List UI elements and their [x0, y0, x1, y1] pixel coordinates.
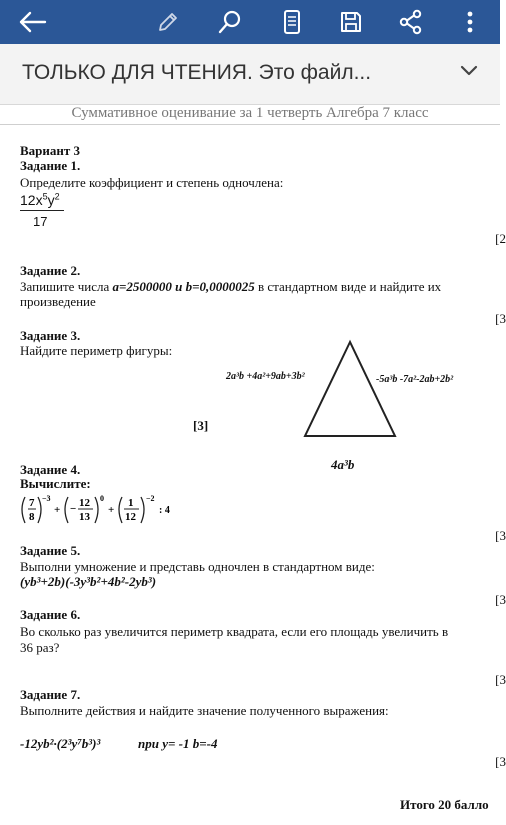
- task6-text-line1: Во сколько раз увеличится периметр квадрата, если его площадь увеличить в: [20, 624, 449, 639]
- read-only-label: ТОЛЬКО ДЛЯ ЧТЕНИЯ. Это файл...: [22, 61, 372, 84]
- task5-expression: (yb³+2b)(-3y³b²+4b²-2yb³): [20, 574, 157, 589]
- task7-expression: -12yb²·(2³y⁷b³)³: [20, 736, 101, 751]
- task2-heading: Задание 2.: [20, 263, 81, 278]
- task2-text: Запишите числа a=2500000 и b=0,0000025 в стандартном виде и найдите их: [20, 279, 442, 294]
- svg-text:+: +: [108, 504, 115, 516]
- svg-text:+: +: [54, 504, 61, 516]
- search-icon[interactable]: [212, 0, 248, 44]
- task6-score: [3: [495, 672, 506, 687]
- task4-score: [3: [495, 528, 506, 543]
- triangle-left-side-label: 2a³b +4a²+9ab+3b²: [226, 371, 305, 382]
- edit-pencil-icon[interactable]: [150, 0, 186, 44]
- svg-text:12: 12: [79, 497, 90, 509]
- task4-expression: [20, 492, 180, 528]
- svg-text:13: 13: [79, 511, 90, 523]
- svg-text:0: 0: [100, 494, 104, 503]
- task5-heading: Задание 5.: [20, 543, 81, 558]
- svg-text:1: 1: [128, 497, 134, 509]
- triangle-bottom-side-label: 4a³b: [331, 457, 355, 472]
- more-vert-icon[interactable]: [458, 0, 482, 44]
- triangle-right-side-label: -5a³b -7a²-2ab+2b²: [376, 374, 454, 385]
- task2-text-line2: произведение: [20, 294, 96, 309]
- phone-view-icon[interactable]: [274, 0, 310, 44]
- task2-score: [3: [495, 311, 506, 326]
- svg-text:−3: −3: [42, 494, 51, 503]
- task7-text: Выполните действия и найдите значение полученного выражения:: [20, 703, 389, 718]
- app-toolbar: [0, 0, 500, 44]
- title-divider: [0, 124, 500, 125]
- task1-text: Определите коэффициент и степень одночлена:: [20, 175, 284, 190]
- read-only-banner[interactable]: [0, 44, 500, 105]
- task5-text: Выполни умножение и представь одночлен в стандартном виде:: [20, 559, 375, 574]
- task1-denominator: 17: [33, 214, 48, 229]
- svg-text:12: 12: [125, 511, 136, 523]
- task5-score: [3: [495, 592, 506, 607]
- task7-score: [3: [495, 754, 506, 769]
- task4-text: Вычислите:: [20, 476, 91, 491]
- back-arrow-icon[interactable]: [14, 0, 50, 44]
- triangle-figure: [300, 338, 400, 442]
- document-title: Суммативное оценивание за 1 четверть Алгебра 7 класс: [71, 105, 429, 121]
- svg-text:−2: −2: [146, 494, 155, 503]
- task1-fraction-bar: [20, 210, 64, 211]
- svg-text:: 4: : 4: [159, 505, 170, 516]
- variant-label: Вариант 3: [20, 143, 81, 158]
- svg-text:8: 8: [29, 511, 35, 523]
- share-icon[interactable]: [393, 0, 429, 44]
- task6-heading: Задание 6.: [20, 607, 81, 622]
- save-icon[interactable]: [333, 0, 369, 44]
- total-score-label: Итого 20 балло: [400, 797, 489, 812]
- task3-text: Найдите периметр фигуры:: [20, 343, 173, 358]
- task1-heading: Задание 1.: [20, 158, 81, 173]
- task1-score: [2: [495, 231, 506, 246]
- task1-numerator: $12x^5y^2$: [20, 191, 60, 208]
- task3-heading: Задание 3.: [20, 328, 81, 343]
- task7-heading: Задание 7.: [20, 687, 81, 702]
- task7-condition: при y= -1 b=-4: [138, 736, 218, 751]
- svg-text:7: 7: [29, 497, 35, 509]
- svg-text:−: −: [70, 503, 77, 515]
- chevron-down-icon[interactable]: [460, 64, 478, 82]
- task4-heading: Задание 4.: [20, 462, 81, 477]
- task3-score: [3]: [193, 418, 209, 433]
- task6-text-line2: 36 раз?: [20, 640, 60, 655]
